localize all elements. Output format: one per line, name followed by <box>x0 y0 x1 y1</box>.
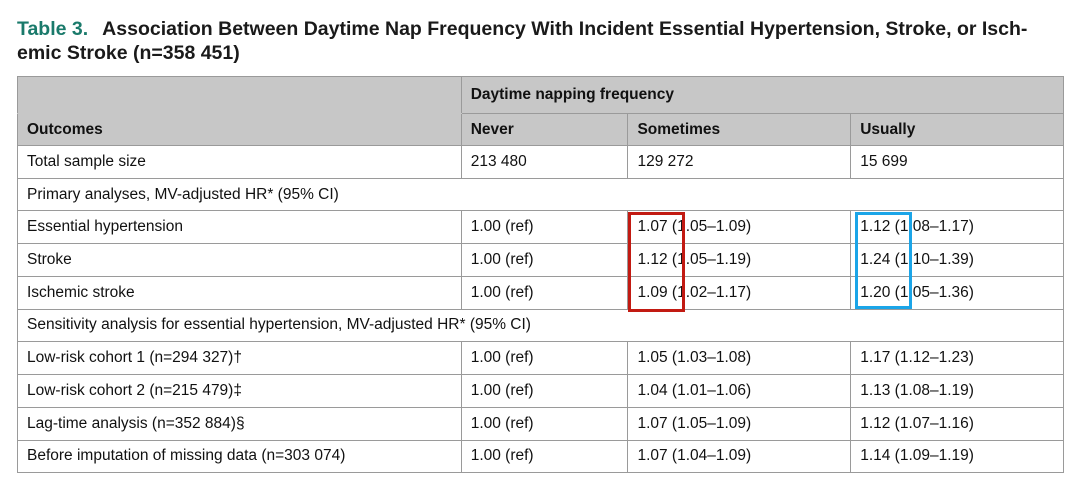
section-row-primary <box>18 178 1064 211</box>
cell-never: 1.00 (ref) <box>461 211 628 244</box>
cell-never: 1.00 (ref) <box>461 276 628 309</box>
cell-usually: 1.14 (1.09–1.19) <box>851 440 1064 473</box>
cell-never: 1.00 (ref) <box>461 342 628 375</box>
column-header-never: Never <box>461 114 628 146</box>
cell-never: 1.00 (ref) <box>461 374 628 407</box>
row-label: Ischemic stroke <box>18 276 462 309</box>
cell-sometimes: 1.05 (1.03–1.08) <box>628 342 851 375</box>
row-label: Low-risk cohort 2 (n=215 479)‡ <box>18 374 462 407</box>
cell-usually: 1.24 (1.10–1.39) <box>851 244 1064 277</box>
table-row <box>18 342 1064 375</box>
row-label: Lag-time analysis (n=352 884)§ <box>18 407 462 440</box>
table-number: Table 3. <box>17 18 89 40</box>
table-title-text-line1: Association Between Daytime Nap Frequency With Incident Essential Hypertension, Stroke, or Isch- <box>102 18 1028 40</box>
cell-never: 1.00 (ref) <box>461 244 628 277</box>
table-title <box>17 17 1067 65</box>
group-header: Daytime napping frequency <box>461 77 1063 114</box>
table-row <box>18 276 1064 309</box>
cell-usually: 1.17 (1.12–1.23) <box>851 342 1064 375</box>
header-blank <box>18 77 462 114</box>
section-row-sensitivity <box>18 309 1064 342</box>
table-row <box>18 374 1064 407</box>
cell-sometimes: 1.09 (1.02–1.17) <box>628 276 851 309</box>
column-header-sometimes: Sometimes <box>628 114 851 146</box>
row-label: Low-risk cohort 1 (n=294 327)† <box>18 342 462 375</box>
table-row-total <box>18 146 1064 179</box>
cell-sometimes: 1.07 (1.04–1.09) <box>628 440 851 473</box>
row-label: Stroke <box>18 244 462 277</box>
row-label: Before imputation of missing data (n=303 074) <box>18 440 462 473</box>
table-title-text-line2: emic Stroke (n=358 451) <box>17 42 240 64</box>
cell-usually: 1.12 (1.07–1.16) <box>851 407 1064 440</box>
cell-never: 1.00 (ref) <box>461 440 628 473</box>
row-label: Total sample size <box>18 146 462 179</box>
cell-usually: 15 699 <box>851 146 1064 179</box>
section-label-primary: Primary analyses, MV-adjusted HR* (95% CI) <box>18 178 1064 211</box>
table-row <box>18 244 1064 277</box>
cell-usually: 1.12 (1.08–1.17) <box>851 211 1064 244</box>
cell-usually: 1.13 (1.08–1.19) <box>851 374 1064 407</box>
cell-sometimes: 1.07 (1.05–1.09) <box>628 407 851 440</box>
cell-usually: 1.20 (1.05–1.36) <box>851 276 1064 309</box>
table-row <box>18 407 1064 440</box>
cell-sometimes: 1.07 (1.05–1.09) <box>628 211 851 244</box>
column-header-usually: Usually <box>851 114 1064 146</box>
cell-never: 1.00 (ref) <box>461 407 628 440</box>
cell-sometimes: 129 272 <box>628 146 851 179</box>
table-row <box>18 440 1064 473</box>
column-header-outcomes: Outcomes <box>18 114 462 146</box>
results-table <box>17 76 1064 473</box>
section-label-sensitivity: Sensitivity analysis for essential hypertension, MV-adjusted HR* (95% CI) <box>18 309 1064 342</box>
cell-sometimes: 1.04 (1.01–1.06) <box>628 374 851 407</box>
cell-never: 213 480 <box>461 146 628 179</box>
table-row <box>18 211 1064 244</box>
cell-sometimes: 1.12 (1.05–1.19) <box>628 244 851 277</box>
row-label: Essential hypertension <box>18 211 462 244</box>
